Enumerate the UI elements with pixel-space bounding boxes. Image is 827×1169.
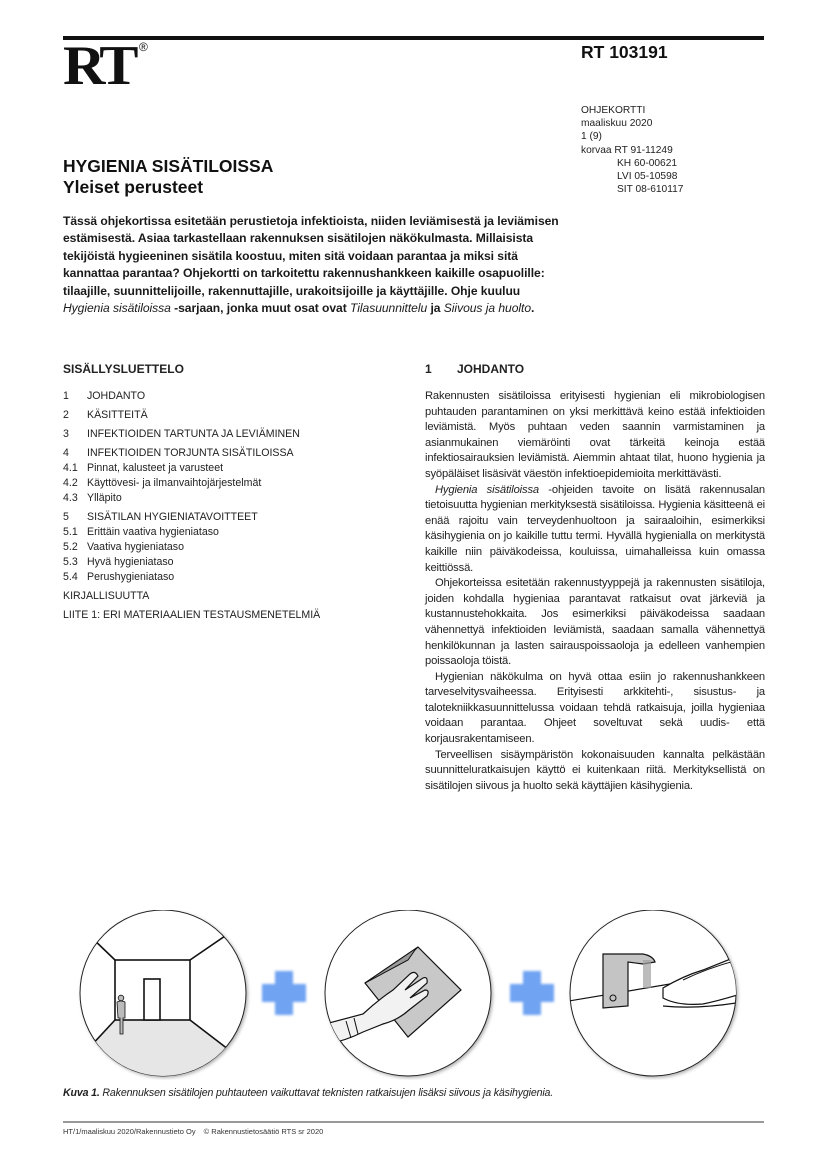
toc-item-label: KÄSITTEITÄ — [87, 409, 148, 421]
lead-paragraph — [63, 213, 563, 317]
figure-illustration — [63, 910, 764, 1080]
rt-logo: RT — [63, 35, 135, 97]
registered-mark: ® — [139, 40, 148, 54]
replaces-item: KH 60-00621 — [617, 157, 678, 169]
toc-item[interactable] — [63, 510, 363, 525]
body-paragraph — [425, 483, 765, 577]
toc-item-label: INFEKTIOIDEN TARTUNTA JA LEVIÄMINEN — [87, 428, 300, 440]
lead-text: . — [531, 301, 535, 316]
toc-item-number: 4 — [63, 447, 69, 459]
toc-item[interactable] — [63, 589, 363, 604]
document-number: RT 103191 — [581, 42, 668, 62]
document-meta — [581, 104, 683, 196]
toc-item[interactable] — [63, 608, 363, 623]
toc-item-number: 2 — [63, 409, 69, 421]
replaces-item: LVI 05-10598 — [617, 171, 678, 183]
caption-label: Kuva 1. — [63, 1087, 100, 1099]
body-paragraph: Hygienian näkökulma on hyvä ottaa esiin jo rakennushankkeen tarveselvitysvaiheessa. Erityisesti arkkitehti-, sisustus- ja talotekniikkasuunnittelussa voidaan tehdä ratkaisuja, joilla hygieniaa voidaan parantaa. Ohjeet soveltuvat sekä uudis- että korjausrakentamiseen. — [425, 670, 765, 746]
header-rule — [63, 36, 764, 40]
doc-type: OHJEKORTTI — [581, 105, 646, 116]
toc-item-number: 4.2 — [63, 477, 78, 489]
section-title: JOHDANTO — [457, 362, 525, 376]
toc-item-label: Käyttövesi- ja ilmanvaihtojärjestelmät — [87, 477, 262, 489]
toc-item[interactable] — [63, 446, 363, 461]
toc-item[interactable] — [63, 389, 363, 404]
lead-text: -sarjaan, jonka muut osat ovat — [170, 301, 351, 316]
toc-item-label: INFEKTIOIDEN TORJUNTA SISÄTILOISSA — [87, 447, 294, 459]
section-number: 1 — [425, 362, 432, 376]
toc-item-number: 4.1 — [63, 462, 78, 474]
toc-item-label: LIITE 1: ERI MATERIAALIEN TESTAUSMENETELMIÄ — [63, 609, 321, 621]
series-name: Hygienia sisätiloissa — [435, 483, 539, 496]
handwashing-illustration — [563, 910, 753, 1076]
toc-item-label: Pinnat, kalusteet ja varusteet — [87, 462, 224, 474]
footer-rule — [63, 1121, 764, 1123]
page-count: 1 (9) — [581, 131, 602, 143]
lead-text: ja — [427, 301, 444, 316]
toc-item[interactable] — [63, 570, 363, 585]
toc-item-number: 3 — [63, 428, 69, 440]
toc-item[interactable] — [63, 540, 363, 555]
other-part-name: Siivous ja huolto — [443, 301, 532, 316]
toc-item-label: SISÄTILAN HYGIENIATAVOITTEET — [87, 511, 258, 523]
toc-item-number: 5.3 — [63, 556, 78, 568]
toc-item-label: Ylläpito — [87, 492, 122, 504]
toc-item-number: 5.2 — [63, 541, 78, 553]
lead-text: Tässä ohjekortissa esitetään perustietoja infektioista, niiden leviämisestä ja leviämisen estämisestä. Asiaa tarkastellaan rakennuksen sisätilojen näkökulmasta. Millaisista tekijöistä hygieeninen sisätila koostuu, miten sitä voidaan parantaa ja miksi sitä kannattaa parantaa? Ohjekortti on tarkoitettu rakennushankkeen kaikille osapuolille: tilaajille, suunnittelijoille, rakennuttajille, urakoitsijoille ja käyttäjille. Ohje kuuluu — [63, 214, 559, 298]
caption-text: Rakennuksen sisätilojen puhtauteen vaikuttavat teknisten ratkaisujen lisäksi siivous ja käsihygienia. — [99, 1087, 554, 1099]
page-title: HYGIENIA SISÄTILOISSA — [63, 156, 274, 176]
cleaning-hand-illustration — [325, 910, 491, 1076]
toc-item-number: 5.4 — [63, 571, 78, 583]
doc-date: maaliskuu 2020 — [581, 118, 653, 130]
footer-publisher: HT/1/maaliskuu 2020/Rakennustieto Oy — [63, 1127, 196, 1136]
plus-icon — [510, 971, 554, 1015]
toc-item[interactable] — [63, 525, 363, 540]
toc-item-label: Perushygieniataso — [87, 571, 175, 583]
toc-item[interactable] — [63, 427, 363, 442]
toc-item-number: 5 — [63, 511, 69, 523]
footer-copyright: © Rakennustietosäätiö RTS sr 2020 — [203, 1127, 324, 1136]
table-of-contents — [63, 362, 363, 623]
body-paragraph: Terveellisen sisäympäristön kokonaisuuden kannalta pelkästään suunnitteluratkaisujen käyttö ei kuitenkaan riitä. Merkityksellistä on sisätilojen siivous ja huolto sekä käyttäjien käsihygienia. — [425, 748, 765, 792]
plus-icon — [262, 971, 306, 1015]
body-paragraph: Rakennusten sisätiloissa erityisesti hygienian eli mikrobiologisen puhtauden parantaminen on yksi merkittävä keino estää infektioiden leviämistä. Myös puhtaan veden saannin varmistaminen ja asianmukainen viemäröinti ovat tärkeitä keinoja estää infektiosairauksien leviämistä. Aiemmin ahtaat tilat, huono hygienia ja syöpäläiset lisäsivät väestön infektioepidemioita merkittävästi. — [425, 390, 765, 480]
replaces-line: korvaa RT 91-11249 — [581, 144, 673, 156]
toc-item-label: KIRJALLISUUTTA — [63, 590, 150, 602]
section-heading — [425, 362, 765, 376]
body-paragraph: Ohjekorteissa esitetään rakennustyyppejä ja rakennusten sisätiloja, joiden kohdalla hygieniaa parantavat ratkaisut ovat järkeviä ja kustannustehokkaita. Jos esimerkiksi päiväkodeissa saadaan vähennettyä infektioiden leviämistä, saadaan samalla vähennettyä henkilökunnan ja lasten sairauspoissaoloja ja edelleen vanhempien poissaoloja töistä. — [425, 577, 765, 668]
room-interior-illustration — [63, 910, 263, 1076]
toc-item-number: 1 — [63, 390, 69, 402]
toc-list — [63, 389, 363, 623]
page-footer — [63, 1127, 323, 1136]
figure-1 — [63, 910, 764, 1080]
toc-item-label: Hyvä hygieniataso — [87, 556, 174, 568]
section-introduction — [425, 362, 765, 794]
toc-item[interactable] — [63, 555, 363, 570]
paragraph-text: -ohjeiden tavoite on lisätä rakennusalan tietoisuutta hygienian merkityksestä sisätiloissa. Hygienia käsitteenä ei enää rajoitu vain terveydenhuoltoon ja sairaaloihin, esimerkiksi käsihygienia on jo kaikille tuttu termi. Hyvällä hygienialla on merkitystä kaikille niin päiväkodeissa, kouluissa, uimahalleissa kuin omassa keittiössä. — [425, 483, 765, 574]
toc-item-label: Vaativa hygieniataso — [87, 541, 184, 553]
page-subtitle: Yleiset perusteet — [63, 177, 204, 197]
toc-item[interactable] — [63, 491, 363, 506]
toc-item-label: Erittäin vaativa hygieniataso — [87, 526, 219, 538]
replaces-item: SIT 08-610117 — [617, 184, 684, 196]
toc-item-label: JOHDANTO — [87, 390, 146, 402]
other-part-name: Tilasuunnittelu — [350, 301, 428, 316]
toc-item-number: 5.1 — [63, 526, 78, 538]
toc-item[interactable] — [63, 461, 363, 476]
toc-item[interactable] — [63, 408, 363, 423]
series-name: Hygienia sisätiloissa — [63, 301, 171, 316]
toc-item-number: 4.3 — [63, 492, 78, 504]
toc-item[interactable] — [63, 476, 363, 491]
figure-caption — [63, 1087, 553, 1099]
toc-heading: SISÄLLYSLUETTELO — [63, 362, 184, 376]
